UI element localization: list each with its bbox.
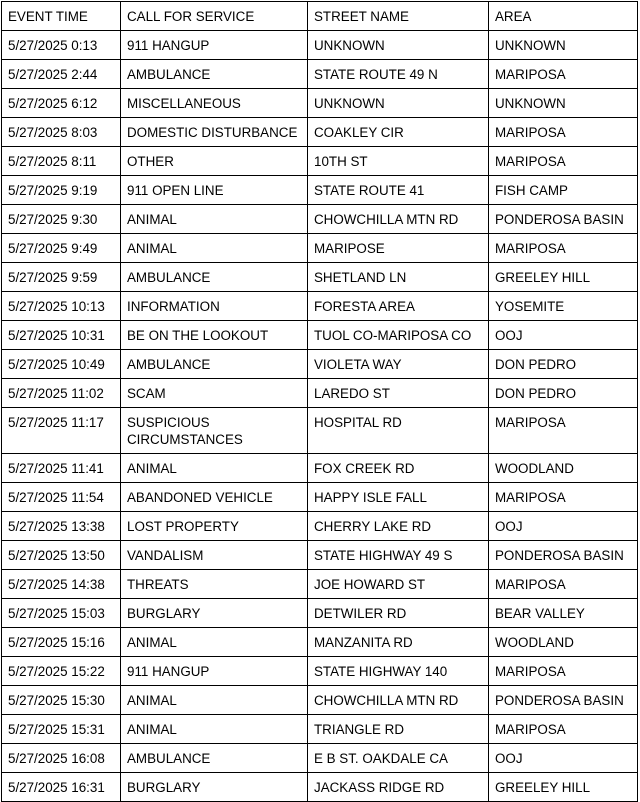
cell-event-time: 5/27/2025 16:08	[2, 744, 121, 773]
cell-street-name: CHERRY LAKE RD	[308, 512, 489, 541]
cell-area: MARIPOSA	[489, 118, 638, 147]
cell-street-name: TRIANGLE RD	[308, 715, 489, 744]
table-row	[2, 541, 638, 570]
table-row	[2, 176, 638, 205]
cell-street-name: FOX CREEK RD	[308, 454, 489, 483]
cell-area: BEAR VALLEY	[489, 599, 638, 628]
cell-event-time: 5/27/2025 15:16	[2, 628, 121, 657]
cell-area: OOJ	[489, 512, 638, 541]
cell-street-name: FORESTA AREA	[308, 292, 489, 321]
cell-street-name: SHETLAND LN	[308, 263, 489, 292]
table-row	[2, 744, 638, 773]
cell-event-time: 5/27/2025 10:13	[2, 292, 121, 321]
cell-area: OOJ	[489, 744, 638, 773]
header-event-time: EVENT TIME	[2, 2, 121, 31]
cell-call-for-service: AMBULANCE	[121, 350, 308, 379]
cell-street-name: JACKASS RIDGE RD	[308, 773, 489, 802]
table-row	[2, 454, 638, 483]
table-row	[2, 350, 638, 379]
cell-call-for-service: SUSPICIOUS CIRCUMSTANCES	[121, 408, 308, 454]
cell-area: MARIPOSA	[489, 570, 638, 599]
table-row	[2, 483, 638, 512]
table-row	[2, 60, 638, 89]
cell-area: MARIPOSA	[489, 234, 638, 263]
table-row	[2, 321, 638, 350]
cell-call-for-service: 911 HANGUP	[121, 657, 308, 686]
table-row	[2, 234, 638, 263]
cell-call-for-service: AMBULANCE	[121, 744, 308, 773]
cell-event-time: 5/27/2025 16:31	[2, 773, 121, 802]
cell-event-time: 5/27/2025 11:54	[2, 483, 121, 512]
cell-area: PONDEROSA BASIN	[489, 205, 638, 234]
cell-street-name: CHOWCHILLA MTN RD	[308, 686, 489, 715]
cell-area: FISH CAMP	[489, 176, 638, 205]
cell-area: OOJ	[489, 321, 638, 350]
cell-area: GREELEY HILL	[489, 263, 638, 292]
cell-event-time: 5/27/2025 0:13	[2, 31, 121, 60]
cell-street-name: STATE ROUTE 41	[308, 176, 489, 205]
cell-call-for-service: AMBULANCE	[121, 60, 308, 89]
table-row	[2, 686, 638, 715]
cell-street-name: DETWILER RD	[308, 599, 489, 628]
cell-area: DON PEDRO	[489, 350, 638, 379]
cell-area: DON PEDRO	[489, 379, 638, 408]
cell-area: MARIPOSA	[489, 147, 638, 176]
table-row	[2, 570, 638, 599]
cell-event-time: 5/27/2025 8:03	[2, 118, 121, 147]
cell-event-time: 5/27/2025 13:50	[2, 541, 121, 570]
cell-call-for-service: DOMESTIC DISTURBANCE	[121, 118, 308, 147]
table-row	[2, 89, 638, 118]
table-row	[2, 263, 638, 292]
cell-street-name: MANZANITA RD	[308, 628, 489, 657]
cell-call-for-service: OTHER	[121, 147, 308, 176]
table-row	[2, 715, 638, 744]
cell-event-time: 5/27/2025 10:31	[2, 321, 121, 350]
table-row	[2, 657, 638, 686]
header-street-name: STREET NAME	[308, 2, 489, 31]
table-body	[2, 31, 638, 802]
cell-event-time: 5/27/2025 9:59	[2, 263, 121, 292]
cell-street-name: TUOL CO-MARIPOSA CO	[308, 321, 489, 350]
cell-street-name: UNKNOWN	[308, 31, 489, 60]
cell-street-name: MARIPOSE	[308, 234, 489, 263]
cell-area: MARIPOSA	[489, 483, 638, 512]
cell-call-for-service: BURGLARY	[121, 599, 308, 628]
cell-event-time: 5/27/2025 11:17	[2, 408, 121, 454]
cell-call-for-service: AMBULANCE	[121, 263, 308, 292]
cell-street-name: CHOWCHILLA MTN RD	[308, 205, 489, 234]
cell-area: MARIPOSA	[489, 657, 638, 686]
table-row	[2, 147, 638, 176]
cell-event-time: 5/27/2025 9:30	[2, 205, 121, 234]
table-row	[2, 31, 638, 60]
cell-street-name: COAKLEY CIR	[308, 118, 489, 147]
cell-call-for-service: BE ON THE LOOKOUT	[121, 321, 308, 350]
cell-event-time: 5/27/2025 11:41	[2, 454, 121, 483]
cell-call-for-service: SCAM	[121, 379, 308, 408]
header-call-for-service: CALL FOR SERVICE	[121, 2, 308, 31]
cell-call-for-service: VANDALISM	[121, 541, 308, 570]
cell-area: PONDEROSA BASIN	[489, 541, 638, 570]
cell-street-name: STATE HIGHWAY 49 S	[308, 541, 489, 570]
cell-street-name: STATE HIGHWAY 140	[308, 657, 489, 686]
cell-street-name: HOSPITAL RD	[308, 408, 489, 454]
table-row	[2, 512, 638, 541]
cell-street-name: UNKNOWN	[308, 89, 489, 118]
cell-call-for-service: ANIMAL	[121, 715, 308, 744]
call-log-table	[1, 1, 638, 802]
cell-call-for-service: ANIMAL	[121, 454, 308, 483]
cell-call-for-service: BURGLARY	[121, 773, 308, 802]
cell-area: UNKNOWN	[489, 89, 638, 118]
cell-event-time: 5/27/2025 13:38	[2, 512, 121, 541]
header-row	[2, 2, 638, 31]
cell-street-name: HAPPY ISLE FALL	[308, 483, 489, 512]
cell-call-for-service: 911 HANGUP	[121, 31, 308, 60]
table-row	[2, 628, 638, 657]
cell-call-for-service: ANIMAL	[121, 686, 308, 715]
cell-call-for-service: ANIMAL	[121, 234, 308, 263]
cell-event-time: 5/27/2025 6:12	[2, 89, 121, 118]
cell-call-for-service: ABANDONED VEHICLE	[121, 483, 308, 512]
cell-call-for-service: THREATS	[121, 570, 308, 599]
cell-area: WOODLAND	[489, 454, 638, 483]
cell-street-name: JOE HOWARD ST	[308, 570, 489, 599]
cell-call-for-service: MISCELLANEOUS	[121, 89, 308, 118]
cell-event-time: 5/27/2025 2:44	[2, 60, 121, 89]
cell-event-time: 5/27/2025 15:31	[2, 715, 121, 744]
cell-event-time: 5/27/2025 9:19	[2, 176, 121, 205]
cell-call-for-service: INFORMATION	[121, 292, 308, 321]
cell-area: UNKNOWN	[489, 31, 638, 60]
table-row	[2, 118, 638, 147]
cell-event-time: 5/27/2025 9:49	[2, 234, 121, 263]
table-row	[2, 773, 638, 802]
table-row	[2, 599, 638, 628]
cell-event-time: 5/27/2025 14:38	[2, 570, 121, 599]
table-row	[2, 292, 638, 321]
cell-event-time: 5/27/2025 10:49	[2, 350, 121, 379]
cell-event-time: 5/27/2025 8:11	[2, 147, 121, 176]
cell-street-name: LAREDO ST	[308, 379, 489, 408]
cell-event-time: 5/27/2025 15:03	[2, 599, 121, 628]
table-row	[2, 379, 638, 408]
cell-event-time: 5/27/2025 15:30	[2, 686, 121, 715]
table-row	[2, 205, 638, 234]
cell-call-for-service: 911 OPEN LINE	[121, 176, 308, 205]
header-area: AREA	[489, 2, 638, 31]
cell-area: WOODLAND	[489, 628, 638, 657]
cell-area: GREELEY HILL	[489, 773, 638, 802]
cell-call-for-service: LOST PROPERTY	[121, 512, 308, 541]
cell-area: MARIPOSA	[489, 408, 638, 454]
cell-call-for-service: ANIMAL	[121, 205, 308, 234]
cell-street-name: 10TH ST	[308, 147, 489, 176]
cell-call-for-service: ANIMAL	[121, 628, 308, 657]
table-row	[2, 408, 638, 454]
cell-area: MARIPOSA	[489, 715, 638, 744]
cell-event-time: 5/27/2025 15:22	[2, 657, 121, 686]
cell-area: YOSEMITE	[489, 292, 638, 321]
cell-area: PONDEROSA BASIN	[489, 686, 638, 715]
cell-street-name: VIOLETA WAY	[308, 350, 489, 379]
cell-street-name: STATE ROUTE 49 N	[308, 60, 489, 89]
cell-event-time: 5/27/2025 11:02	[2, 379, 121, 408]
cell-area: MARIPOSA	[489, 60, 638, 89]
cell-street-name: E B ST. OAKDALE CA	[308, 744, 489, 773]
